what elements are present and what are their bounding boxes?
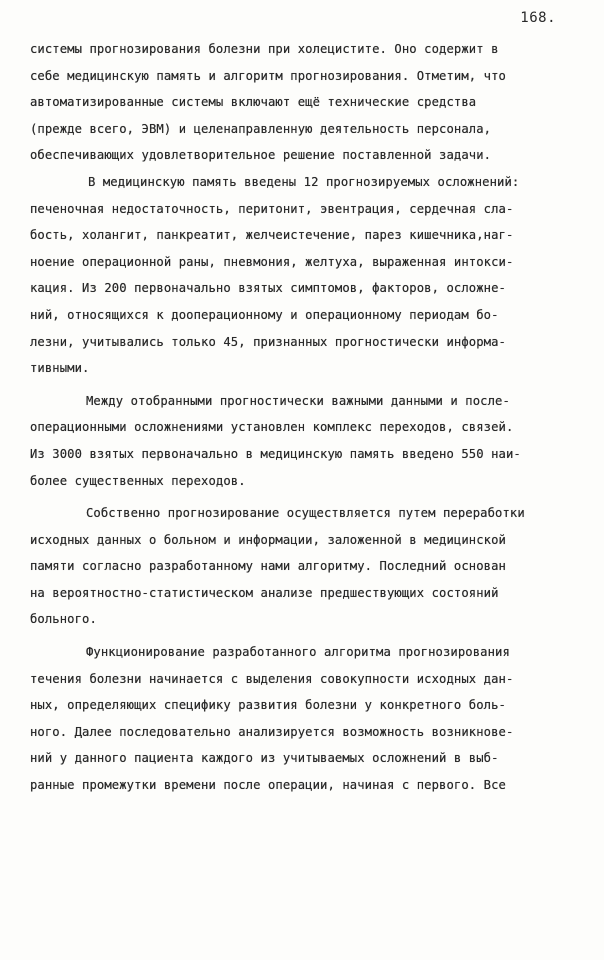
paragraph-5 [30, 639, 576, 799]
text-line: бость, холангит, панкреатит, желчеистечение, парез кишечника,наг- [30, 228, 514, 243]
text-line: ний у данного пациента каждого из учитываемых осложнений в выб- [30, 751, 499, 766]
paragraph-3 [30, 388, 576, 494]
text-line: печеночная недостаточность, перитонит, эвентрация, сердечная сла- [30, 201, 514, 216]
text-line: Из 3000 взятых первоначально в медицинскую память введено 550 наи- [30, 446, 521, 461]
text-line: тивными. [30, 361, 90, 376]
body-text [30, 36, 576, 799]
text-line: ных, определяющих специфику развития болезни у конкретного боль- [30, 698, 506, 713]
text-line: себе медицинскую память и алгоритм прогнозирования. Отметим, что [30, 68, 506, 83]
paragraph-2 [30, 169, 576, 382]
text-line: на вероятностно-статистическом анализе предшествующих состояний [30, 585, 499, 600]
paragraph-4 [30, 500, 576, 633]
text-line: Функционирование разработанного алгоритма прогнозирования [86, 645, 510, 660]
text-line: ранные промежутки времени после операции, начиная с первого. Все [30, 778, 506, 793]
text-line: кация. Из 200 первоначально взятых симптомов, факторов, осложне- [30, 281, 506, 296]
text-line: памяти согласно разработанному нами алгоритму. Последний основан [30, 559, 506, 574]
text-line: системы прогнозирования болезни при холецистите. Оно содержит в [30, 42, 499, 56]
text-line: ний, относящихся к дооперационному и операционному периодам бо- [30, 307, 499, 322]
text-line: операционными осложнениями установлен комплекс переходов, связей. [30, 420, 514, 435]
text-line: обеспечивающих удовлетворительное решение поставленной задачи. [30, 148, 492, 163]
text-line: лезни, учитывались только 45, признанных прогностически информа- [30, 334, 506, 349]
text-line: более существенных переходов. [30, 473, 246, 488]
text-line: Между отобранными прогностически важными данными и после- [86, 393, 510, 408]
text-line: автоматизированные системы включают ещё технические средства [30, 95, 477, 110]
text-line: течения болезни начинается с выделения совокупности исходных дан- [30, 671, 514, 686]
text-line: (прежде всего, ЭВМ) и целенаправленную деятельность персонала, [30, 121, 492, 136]
text-line: Собственно прогнозирование осуществляется путем переработки [86, 506, 525, 521]
text-line: исходных данных о больном и информации, заложенной в медицинской [30, 532, 506, 547]
paragraph-1 [30, 36, 576, 169]
text-line: ноение операционной раны, пневмония, желтуха, выраженная интокси- [30, 254, 514, 269]
text-line: В медицинскую память введены 12 прогнозируемых осложнений: [88, 174, 520, 189]
text-line: ного. Далее последовательно анализируется возможность возникнове- [30, 724, 514, 739]
text-line: больного. [30, 612, 97, 627]
page-number: 168. [520, 10, 556, 26]
